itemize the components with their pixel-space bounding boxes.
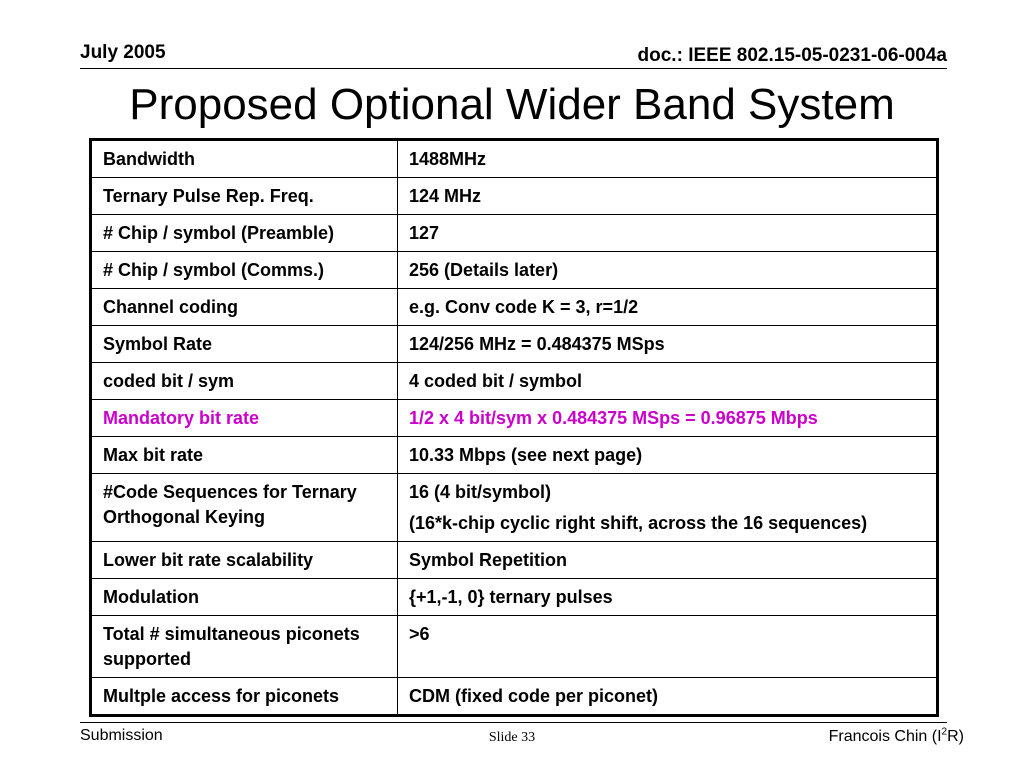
param-cell: Mandatory bit rate: [91, 400, 398, 437]
value-cell: e.g. Conv code K = 3, r=1/2: [398, 289, 938, 326]
param-cell: # Chip / symbol (Preamble): [91, 215, 398, 252]
footer-slide-number: Slide 33: [488, 730, 536, 745]
param-cell: Ternary Pulse Rep. Freq.: [91, 178, 398, 215]
value-cell: Symbol Repetition: [398, 542, 938, 579]
table-row: [91, 542, 938, 579]
param-cell: Lower bit rate scalability: [91, 542, 398, 579]
table-row: [91, 178, 938, 215]
footer-submission: Submission: [80, 727, 163, 744]
table-row: [91, 289, 938, 326]
value-cell: 4 coded bit / symbol: [398, 363, 938, 400]
table-row-highlighted: [91, 400, 938, 437]
param-cell: Symbol Rate: [91, 326, 398, 363]
table-row: [91, 616, 938, 678]
value-cell: CDM (fixed code per piconet): [398, 678, 938, 716]
param-cell: Multple access for piconets: [91, 678, 398, 716]
slide-title: Proposed Optional Wider Band System: [129, 80, 895, 129]
footer-author: Francois Chin $(I^2R)$: [828, 726, 964, 745]
header-divider: [80, 68, 947, 69]
value-cell: {+1,-1, 0} ternary pulses: [398, 579, 938, 616]
value-cell: 256 (Details later): [398, 252, 938, 289]
table-row: [91, 474, 938, 542]
table-row: [91, 140, 938, 178]
value-cell: 16 (4 bit/symbol) (16*k-chip cyclic right shift, across the 16 sequences): [398, 474, 938, 542]
param-cell: Max bit rate: [91, 437, 398, 474]
param-cell: Channel coding: [91, 289, 398, 326]
value-cell: 127: [398, 215, 938, 252]
param-cell: Total # simultaneous piconets supported: [91, 616, 398, 678]
table-row: [91, 215, 938, 252]
table-row: [91, 579, 938, 616]
value-cell: 124/256 MHz = 0.484375 MSps: [398, 326, 938, 363]
param-cell: Bandwidth: [91, 140, 398, 178]
value-cell: >6: [398, 616, 938, 678]
param-cell: Modulation: [91, 579, 398, 616]
table-row: [91, 678, 938, 716]
spec-table: [89, 138, 939, 717]
value-cell: 1488MHz: [398, 140, 938, 178]
table-row: [91, 363, 938, 400]
table-row: [91, 252, 938, 289]
footer-divider: [80, 722, 947, 723]
table-row: [91, 437, 938, 474]
table-row: [91, 326, 938, 363]
value-cell: 1/2 x 4 bit/sym x 0.484375 MSps = 0.96875 Mbps: [398, 400, 938, 437]
value-cell: 10.33 Mbps (see next page): [398, 437, 938, 474]
header-date: July 2005: [80, 42, 166, 63]
param-cell: # Chip / symbol (Comms.): [91, 252, 398, 289]
header-doc-id: doc.: IEEE 802.15-05-0231-06-004a: [637, 45, 947, 66]
param-cell: coded bit / sym: [91, 363, 398, 400]
value-cell: 124 MHz: [398, 178, 938, 215]
param-cell: #Code Sequences for Ternary Orthogonal Keying: [91, 474, 398, 542]
